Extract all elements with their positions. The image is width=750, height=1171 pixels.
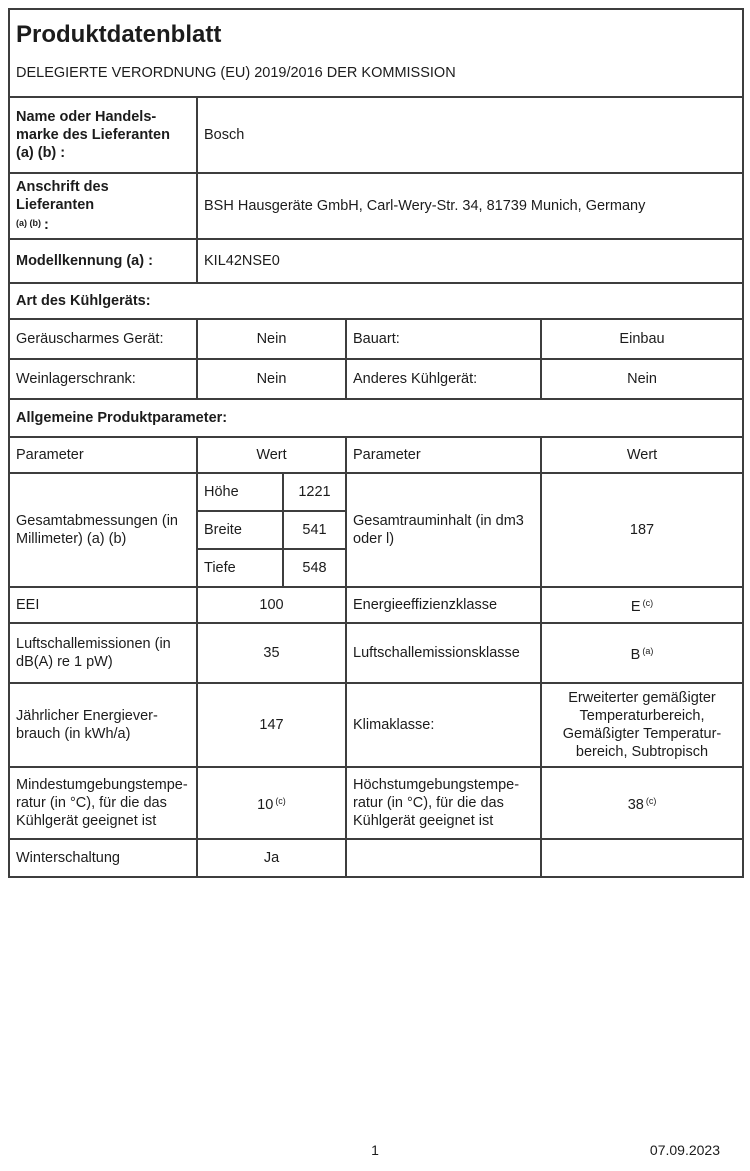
noise-value: 35: [197, 623, 346, 683]
quiet-appliance-label: Geräuscharmes Gerät:: [9, 319, 197, 359]
empty-cell: [346, 839, 541, 877]
noise-label: Luftschallemissionen (in dB(A) re 1 pW): [9, 623, 197, 683]
regulation-subtitle: DELEGIERTE VERORDNUNG (EU) 2019/2016 DER KOMMISSION: [16, 65, 456, 81]
energy-class-label: Energieeffizienzklasse: [346, 587, 541, 623]
min-temp-label: Mindestumgebungstempe- ratur (in °C), für die das Kühlgerät geeignet ist: [9, 767, 197, 839]
wine-storage-label: Weinlagerschrank:: [9, 359, 197, 399]
product-datasheet-table: [8, 8, 744, 878]
design-type-value: Einbau: [541, 319, 743, 359]
energy-class-footnote: (c): [642, 598, 654, 608]
supplier-name-value: Bosch: [197, 97, 743, 173]
dim-width-value: 541: [283, 511, 346, 549]
noise-class-footnote: (a): [642, 646, 654, 656]
model-id-label: Modellkennung (a) :: [9, 239, 197, 283]
max-temp-footnote: (c): [645, 796, 657, 806]
supplier-address-colon: :: [44, 217, 49, 233]
winter-switch-value: Ja: [197, 839, 346, 877]
param-header-left: Parameter: [9, 437, 197, 473]
section-heading-parameters: Allgemeine Produktparameter:: [9, 399, 743, 437]
noise-class-letter: B: [630, 647, 641, 663]
supplier-address-footnote: (a) (b): [16, 218, 41, 228]
wert-header-right: Wert: [541, 437, 743, 473]
param-header-right: Parameter: [346, 437, 541, 473]
volume-value: 187: [541, 473, 743, 587]
footer-date: 07.09.2023: [649, 1142, 720, 1158]
model-id-value: KIL42NSE0: [197, 239, 743, 283]
page-footer: [0, 1142, 750, 1160]
energy-class-letter: E: [630, 599, 641, 615]
climate-class-value: Erweiterter gemäßigter Temperaturbereich, Gemäßigter Temperatur- bereich, Subtropisch: [541, 683, 743, 767]
dim-depth-value: 548: [283, 549, 346, 587]
section-heading-type: Art des Kühlgeräts:: [9, 283, 743, 319]
max-temp-label: Höchstumgebungstempe- ratur (in °C), für die das Kühlgerät geeignet ist: [346, 767, 541, 839]
energy-class-value: [541, 587, 743, 623]
max-temp-value: [541, 767, 743, 839]
supplier-address-label: [9, 173, 197, 239]
quiet-appliance-value: Nein: [197, 319, 346, 359]
supplier-address-label-text: Anschrift des Lieferanten: [16, 179, 109, 213]
dim-height-name: Höhe: [197, 473, 283, 511]
other-appliance-label: Anderes Kühlgerät:: [346, 359, 541, 399]
dim-depth-name: Tiefe: [197, 549, 283, 587]
page-title: Produktdatenblatt: [16, 21, 222, 48]
volume-label: Gesamtrauminhalt (in dm3 oder l): [346, 473, 541, 587]
noise-class-label: Luftschallemissionsklasse: [346, 623, 541, 683]
climate-class-label: Klimaklasse:: [346, 683, 541, 767]
min-temp-number: 10: [257, 797, 274, 813]
dim-height-value: 1221: [283, 473, 346, 511]
document-header: [9, 9, 743, 97]
min-temp-footnote: (c): [275, 796, 286, 806]
max-temp-number: 38: [627, 797, 644, 813]
eei-label: EEI: [9, 587, 197, 623]
noise-class-value: [541, 623, 743, 683]
other-appliance-value: Nein: [541, 359, 743, 399]
page-number: 1: [371, 1142, 379, 1158]
energy-consumption-label: Jährlicher Energiever- brauch (in kWh/a): [9, 683, 197, 767]
dimensions-label: Gesamtabmessungen (in Millimeter) (a) (b): [9, 473, 197, 587]
empty-cell: [541, 839, 743, 877]
wine-storage-value: Nein: [197, 359, 346, 399]
energy-consumption-value: 147: [197, 683, 346, 767]
min-temp-value: [197, 767, 346, 839]
supplier-name-label: Name oder Handels- marke des Lieferanten (a) (b) :: [9, 97, 197, 173]
winter-switch-label: Winterschaltung: [9, 839, 197, 877]
dim-width-name: Breite: [197, 511, 283, 549]
eei-value: 100: [197, 587, 346, 623]
supplier-address-value: BSH Hausgeräte GmbH, Carl-Wery-Str. 34, 81739 Munich, Germany: [197, 173, 743, 239]
design-type-label: Bauart:: [346, 319, 541, 359]
wert-header-left: Wert: [197, 437, 346, 473]
